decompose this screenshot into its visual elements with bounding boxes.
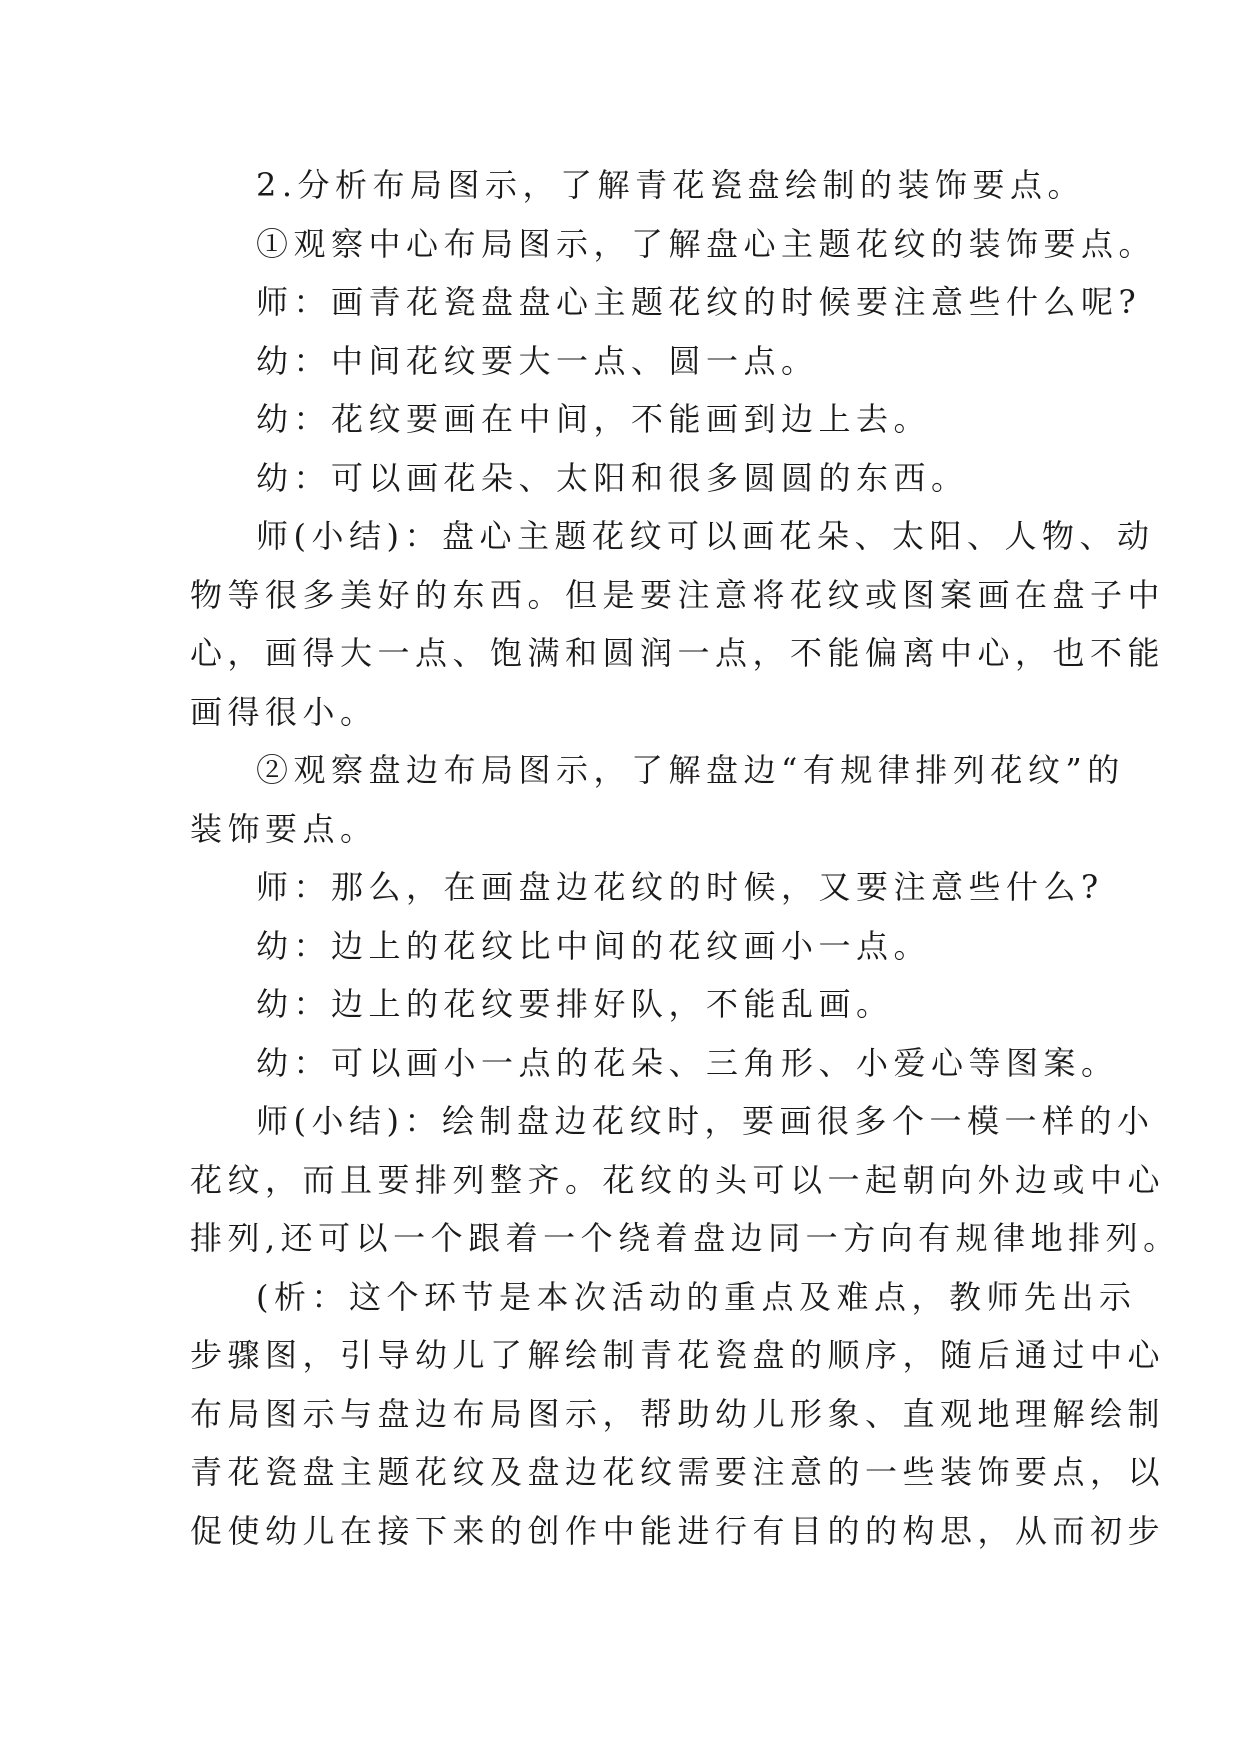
text-line: 师(小结)：盘心主题花纹可以画花朵、太阳、人物、动 [256, 517, 1155, 555]
text-line: 步骤图，引导幼儿了解绘制青花瓷盘的顺序，随后通过中心 [190, 1336, 1166, 1374]
text-line: 青花瓷盘主题花纹及盘边花纹需要注意的一些装饰要点，以 [190, 1453, 1166, 1491]
text-line: 师：那么，在画盘边花纹的时候，又要注意些什么? [256, 868, 1104, 906]
text-line: 幼：边上的花纹比中间的花纹画小一点。 [256, 926, 932, 965]
text-line: 幼：可以画小一点的花朵、三角形、小爱心等图案。 [256, 1043, 1119, 1082]
text-line: 2.分析布局图示，了解青花瓷盘绘制的装饰要点。 [256, 166, 1086, 204]
text-line: (析：这个环节是本次活动的重点及难点，教师先出示 [256, 1277, 1137, 1316]
text-line: 花纹，而且要排列整齐。花纹的头可以一起朝向外边或中心 [190, 1160, 1166, 1199]
text-line: 布局图示与盘边布局图示，帮助幼儿形象、直观地理解绘制 [190, 1394, 1166, 1433]
text-line: 物等很多美好的东西。但是要注意将花纹或图案画在盘子中 [190, 575, 1166, 614]
text-line: 幼：花纹要画在中间，不能画到边上去。 [256, 400, 932, 438]
text-line: 幼：可以画花朵、太阳和很多圆圆的东西。 [256, 458, 969, 497]
text-line: 师：画青花瓷盘盘心主题花纹的时候要注意些什么呢? [256, 283, 1142, 321]
text-line: 促使幼儿在接下来的创作中能进行有目的的构思，从而初步 [190, 1511, 1166, 1550]
text-line: 画得很小。 [190, 692, 378, 731]
text-line: 装饰要点。 [190, 809, 378, 848]
text-line: 幼：边上的花纹要排好队，不能乱画。 [256, 985, 894, 1023]
text-line: 师(小结)：绘制盘边花纹时，要画很多个一模一样的小 [256, 1102, 1155, 1140]
text-line: 幼：中间花纹要大一点、圆一点。 [256, 341, 819, 380]
text-line: 心，画得大一点、饱满和圆润一点，不能偏离中心，也不能 [190, 634, 1166, 672]
document-body [190, 156, 1181, 1560]
text-line: ②观察盘边布局图示，了解盘边“有规律排列花纹”的 [256, 751, 1125, 789]
text-line: ①观察中心布局图示，了解盘心主题花纹的装饰要点。 [256, 224, 1157, 263]
text-line: 排列,还可以一个跟着一个绕着盘边同一方向有规律地排列。 [190, 1219, 1181, 1257]
